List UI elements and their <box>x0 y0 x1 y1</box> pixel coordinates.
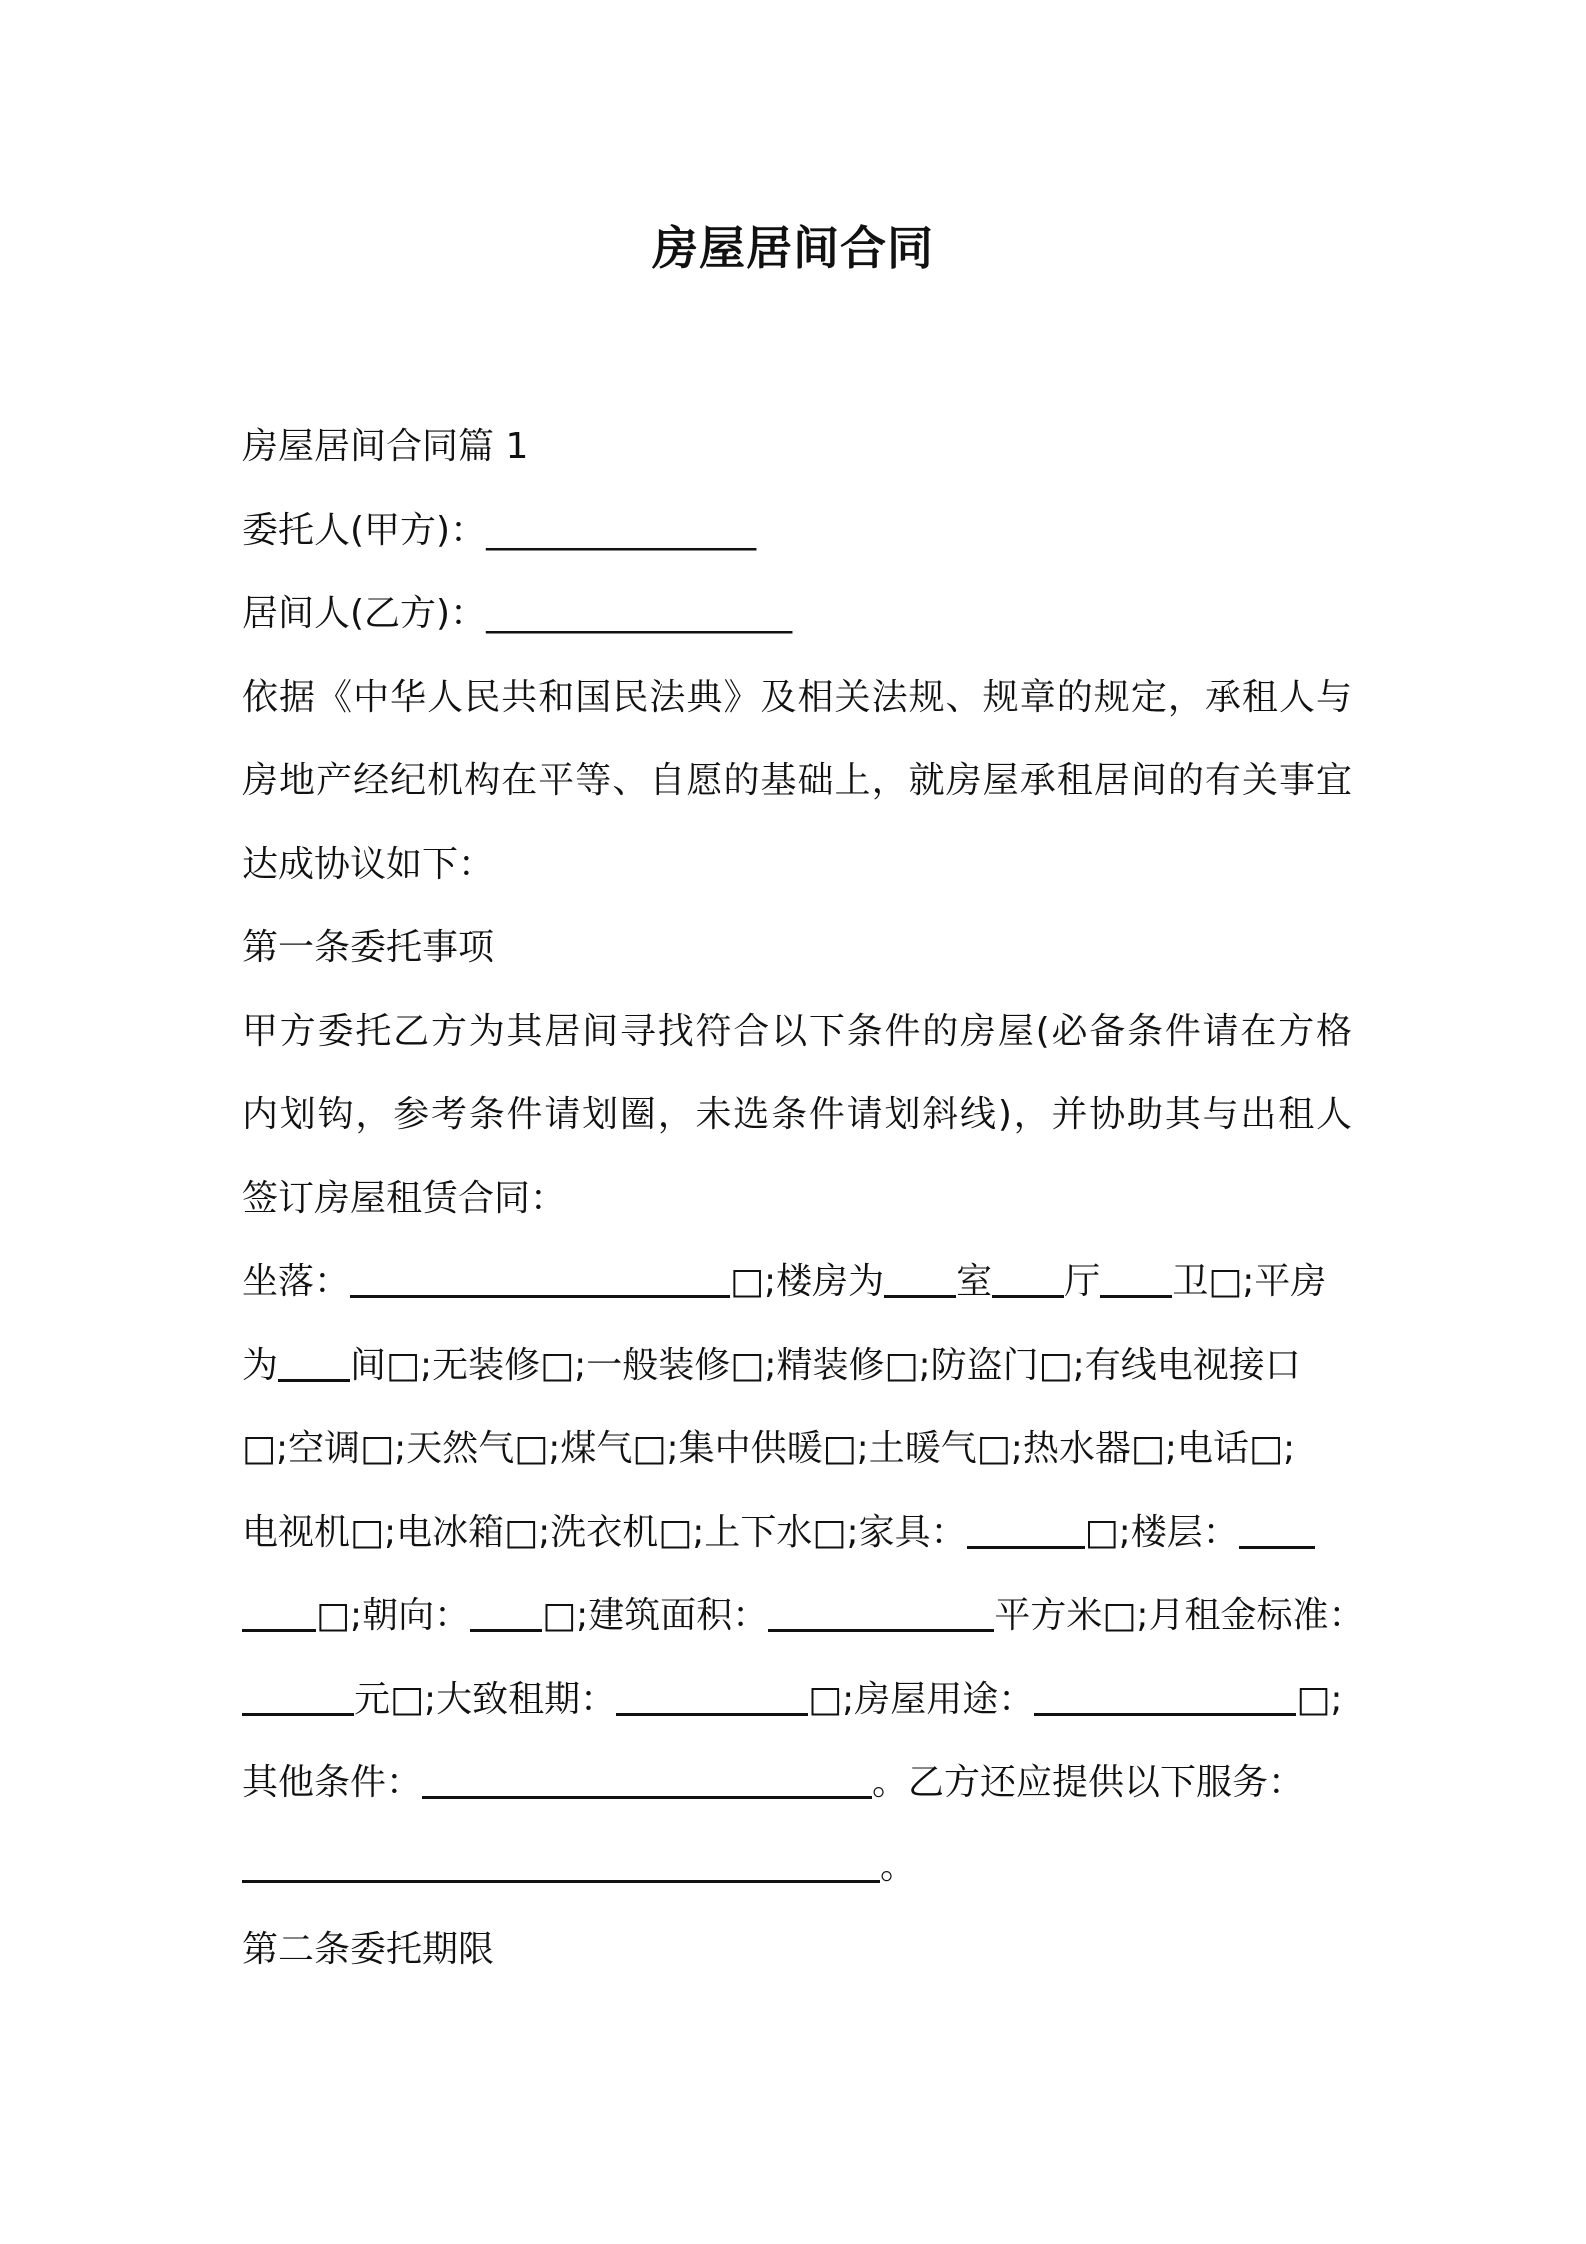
baths-label: 卫□;平房 <box>1172 1261 1327 1302</box>
form-line-term <box>242 1658 1352 1742</box>
intro-line: 达成协议如下： <box>242 843 495 885</box>
area-blank[interactable] <box>768 1593 994 1632</box>
form-line-orientation <box>242 1574 1365 1658</box>
page-title: 房屋居间合同 <box>652 221 934 275</box>
form-line-other <box>242 1741 1352 1825</box>
appliances-label: 电视机□;电冰箱□;洗衣机□;上下水□;家具： <box>242 1511 967 1553</box>
other-conditions-blank[interactable] <box>422 1760 872 1799</box>
party-b-line <box>242 572 1352 656</box>
article1-title: 第一条委托事项 <box>242 927 495 968</box>
bungalow-label: 为 <box>242 1344 279 1386</box>
section-title: 房屋居间合同篇 1 <box>242 426 529 467</box>
floor-blank-cont[interactable] <box>242 1593 316 1632</box>
article1-line: 内划钩，参考条件请划圈，未选条件请划斜线)，并协助其与出租人 <box>242 1094 1352 1135</box>
form-line-facilities: □;空调□;天然气□;煤气□;集中供暖□;土暖气□;热水器□;电话□; <box>242 1428 1296 1469</box>
orientation-blank[interactable] <box>470 1593 542 1632</box>
term-label: 元□;大致租期： <box>354 1678 617 1720</box>
usage-blank[interactable] <box>1034 1677 1296 1716</box>
rent-label: 平方米□;月租金标准： <box>994 1595 1365 1636</box>
intro-line: 依据《中华人民共和国民法典》及相关法规、规章的规定，承租人与 <box>242 676 1352 718</box>
services-blank[interactable] <box>242 1844 880 1883</box>
bungalow-rooms-blank[interactable] <box>278 1343 350 1382</box>
usage-label: □;房屋用途： <box>808 1678 1035 1720</box>
decoration-options: 间□;无装修□;一般装修□;精装修□;防盗门□;有线电视接口 <box>350 1344 1301 1386</box>
rooms-blank[interactable] <box>884 1259 956 1298</box>
usage-checkbox: □; <box>1296 1678 1343 1720</box>
halls-label: 厅 <box>1064 1261 1101 1302</box>
orientation-label: □;朝向： <box>316 1595 471 1636</box>
party-a-label: 委托人(甲方)： <box>242 509 487 551</box>
party-b-blank[interactable]: _________________ <box>486 593 793 634</box>
party-b-label: 居间人(乙方)： <box>242 593 487 634</box>
article1-line: 签订房屋租赁合同： <box>242 1177 567 1219</box>
party-a-blank[interactable]: _______________ <box>486 509 757 551</box>
rent-blank[interactable] <box>242 1677 354 1716</box>
furniture-blank[interactable] <box>967 1510 1085 1549</box>
floor-type-label: □;楼房为 <box>730 1261 885 1302</box>
other-conditions-label: 其他条件： <box>242 1762 423 1803</box>
form-line-services <box>242 1825 1352 1909</box>
article2-title: 第二条委托期限 <box>242 1929 495 1970</box>
rooms-label: 室 <box>956 1261 993 1302</box>
services-end: 。 <box>880 1845 917 1887</box>
document-body <box>242 405 1365 1992</box>
floor-blank[interactable] <box>1239 1510 1315 1549</box>
floor-label: □;楼层： <box>1084 1511 1239 1553</box>
area-label: □;建筑面积： <box>542 1595 769 1636</box>
services-label: 。乙方还应提供以下服务： <box>872 1762 1305 1803</box>
form-line-location <box>242 1240 1352 1324</box>
article1-line: 甲方委托乙方为其居间寻找符合以下条件的房屋(必备条件请在方格 <box>242 1010 1352 1052</box>
halls-blank[interactable] <box>992 1259 1064 1298</box>
intro-line: 房地产经纪机构在平等、自愿的基础上，就房屋承租居间的有关事宜 <box>242 760 1352 801</box>
party-a-line <box>242 489 1352 573</box>
baths-blank[interactable] <box>1100 1259 1172 1298</box>
location-label: 坐落： <box>242 1261 351 1302</box>
location-blank[interactable] <box>350 1259 730 1298</box>
form-line-decoration <box>242 1324 1352 1408</box>
form-line-appliances <box>242 1491 1352 1575</box>
term-blank[interactable] <box>616 1677 808 1716</box>
